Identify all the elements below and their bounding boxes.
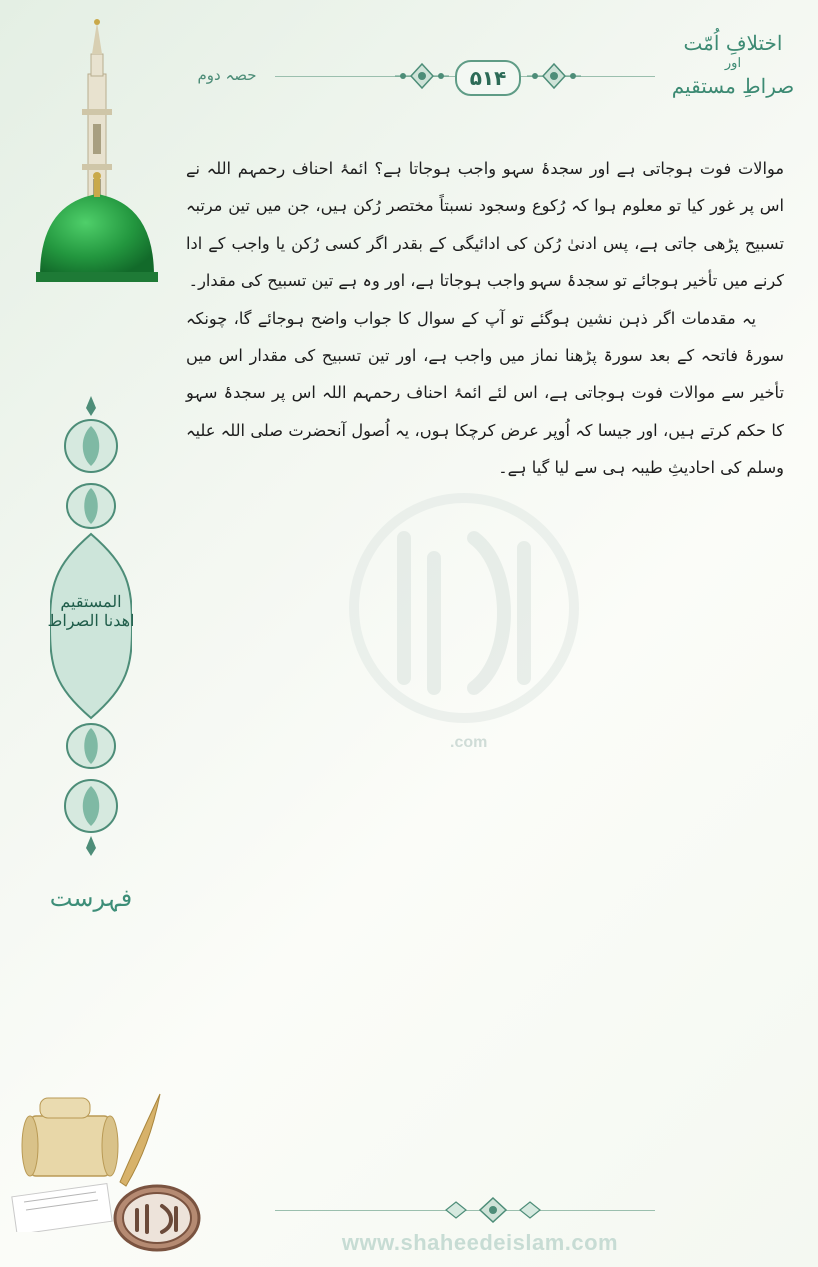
page-content [186,150,784,487]
panel-calligraphy [44,592,138,630]
book-title-line1: اختلافِ اُمّت [683,31,783,55]
footer-ornament [438,1197,548,1223]
panel-calligraphy-line2: اھدنا الصراط [47,611,135,631]
book-title [668,30,798,99]
paragraph: یہ مقدمات اگر ذہن نشین ہوگئے تو آپ کے سوال کا جواب واضح ہوجائے گا، چونکہ سورۂ فاتحہ کے بعد سورۃ پڑھنا نماز میں واجب ہے، اور تین تسبیح کی مقدار اس میں تأخیر سے موالات فوت ہوجاتی ہے، اس لئے ائمۂ احناف رحمہم اللہ اس پر سجدۂ سہو کا حکم کرتے ہیں، اور جیسا کہ اُوپر عرض کرچکا ہوں، یہ اُصول آنحضرت صلی اللہ علیہ وسلم کی احادیثِ طیبہ ہی سے لیا گیا ہے۔ [186,308,784,478]
page-number: ۵۱۴ [455,60,521,96]
header-ornament-left [395,62,449,90]
watermark-domain: .com [450,734,488,751]
paragraph: موالات فوت ہوجاتی ہے اور سجدۂ سہو واجب ہوجاتا ہے؟ ائمۂ احناف رحمہم اللہ نے اس پر غور کیا تو معلوم ہوا کہ رُکوع وسجود نسبتاً مختصر رُکن ہیں، جن میں تین مرتبہ تسبیح پڑھی جاتی ہے، پس ادنیٰ رُکن کی ادائیگی کے بقدر اگر کسی رُکن یا واجب کے ادا کرنے میں تأخیر ہوجائے تو سجدۂ سہو واجب ہوجاتا ہے، اور وہ ہے تین تسبیح کی مقدار۔ [186,159,784,291]
green-dome-illustration [30,14,166,294]
site-logo-seal [112,1182,202,1254]
site-url[interactable]: www.shaheedeislam.com [341,1230,619,1255]
header-ornament-right [527,62,581,90]
panel-calligraphy-line1: المستقیم [60,592,122,611]
part-label: حصہ دوم [197,66,257,84]
table-of-contents-link[interactable]: فہرست [49,884,133,912]
book-title-line3: صراطِ مستقیم [671,73,795,98]
watermark-logo [344,478,584,758]
book-title-line2: اور [724,56,742,71]
